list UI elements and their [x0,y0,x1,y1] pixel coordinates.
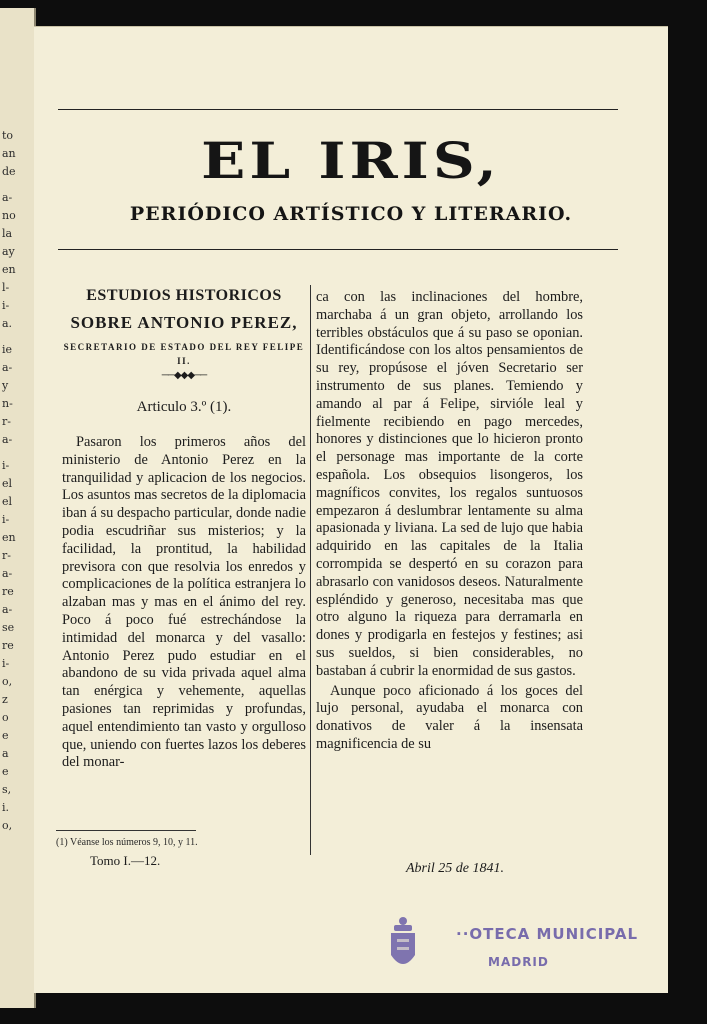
adjacent-page-fragment: de [2,165,16,178]
adjacent-page-fragment: o, [2,675,13,688]
body-paragraph: Aunque poco aficionado á los goces del lujo personal, ayudaba el monarca con donativos de valer á la insensata magnificencia de su [316,682,583,752]
body-paragraph: Pasaron los primeros años del ministerio de Antonio Perez en la tranquilidad y aplicacion de los negocios. Los asuntos mas secretos de la diplomacia iban á su despacho particular, donde nadie podia escudriñar sus misterios; y la facilidad, la prontitud, la habilidad previsora con que resolvia los enredos y complicaciones de la política estranjera lo alzaban mas y mas en el ánimo del rey. Poco á poco fué estrechándose la intimidad del monarca y del vasallo: Antonio Perez pudo estudiar en el abandono de su vida privada aquel alma tan enérgica y vehemente, aquellas pasiones tan reprimidas y profundas, aquel entendimiento tan vasto y orgulloso que, uniendo con fuertes lazos los deberes del monar- [62,434,306,771]
column-right [316,289,583,754]
adjacent-page-fragment: a. [2,317,13,330]
library-crest-icon [386,915,420,975]
adjacent-page-fragment: i- [2,299,10,312]
adjacent-page-fragment: an [2,147,16,160]
adjacent-page-fragment: a [2,747,9,760]
adjacent-page-fragment: ie [2,343,13,356]
top-rule [58,109,618,110]
adjacent-page-fragment: a- [2,433,13,446]
column-separator [310,285,311,855]
adjacent-page-fragment: o [2,711,9,724]
adjacent-page-fragment: i- [2,459,10,472]
adjacent-page-fragment: el [2,477,13,490]
adjacent-page-fragment: a- [2,567,13,580]
column-left [62,287,306,772]
adjacent-page-fragment: r- [2,549,11,562]
adjacent-page-fragment: re [2,639,14,652]
article-title: SOBRE ANTONIO PEREZ, [70,313,298,332]
adjacent-page-fragment: el [2,495,13,508]
adjacent-page-fragment: a- [2,603,13,616]
footnote-rule [56,830,196,831]
adjacent-page-fragment: la [2,227,13,240]
adjacent-page-fragment: z [2,693,8,706]
body-paragraph: ca con las inclinaciones del hombre, marchaba á un gran objeto, arrollando los terribles obstáculos que á su paso se oponian. Identificándose con los altos pensamientos de su rey, propúsose el jóven Secretario ser instrumento de sus planes. Temiendo y amando al par á Felipe, sirvióle leal y fielmente recibiendo en pago mercedes, honores y distinciones que lo hicieron pronto el personage mas importante de la corte española. Los obsequios lisongeros, los magníficos convites, los regalos suntuosos empezaron á deslumbrar lentamente su alma apasionada y liviana. La sed de lujo que habia adquirido en las capitales de la Italia corrompida se despertó en su corazon para abrasarlo con vanidosos deseos. Naturalmente espléndido y generoso, necesitaba mas que otro alguno la riqueza para derramarla en dones y prodigarla en festejos y festines; asi sus sueldos, si bien considerables, no bastaban á cubrir la enormidad de sus gastos. [316,289,583,679]
adjacent-page-fragment: y [2,379,9,392]
adjacent-page-fragment: ay [2,245,15,258]
volume-number: Tomo I.—12. [90,853,161,868]
adjacent-page-fragment: r- [2,415,11,428]
adjacent-page-fragment: o, [2,819,13,832]
article-number: Articulo 3.º (1). [136,399,232,415]
adjacent-page-fragment: i- [2,513,10,526]
adjacent-page-fragment: to [2,129,14,142]
adjacent-page-fragment: l- [2,281,10,294]
adjacent-page-fragment: re [2,585,14,598]
adjacent-page-fragment: a- [2,361,13,374]
library-stamp-text: ··OTECA MUNICIPAL [456,925,639,943]
masthead-bottom-rule [58,249,618,250]
adjacent-page-fragment: en [2,531,16,544]
adjacent-page-fragment: en [2,263,16,276]
adjacent-page-fragment: se [2,621,15,634]
adjacent-page-fragment: s, [2,783,12,796]
footnote: (1) Véanse los números 9, 10, y 11. [56,837,198,848]
masthead-title: EL IRIS, [201,132,501,190]
issue-date: Abril 25 de 1841. [406,861,504,876]
adjacent-page-fragment: i. [2,801,10,814]
adjacent-page-fragment: a- [2,191,13,204]
newspaper-page [34,26,668,993]
adjacent-page-fragment: e [2,729,9,742]
library-stamp-city: MADRID [488,955,549,969]
adjacent-page-fragment: e [2,765,9,778]
masthead-subtitle: PERIÓDICO ARTÍSTICO Y LITERARIO. [129,203,573,225]
section-heading: ESTUDIOS HISTORICOS [86,287,282,304]
article-subtitle: SECRETARIO DE ESTADO DEL REY FELIPE II. [63,342,305,366]
adjacent-page-fragment: i- [2,657,10,670]
adjacent-page-edge [0,8,36,1008]
ornament-divider: ──◆◆◆── [161,370,207,381]
adjacent-page-fragment: no [2,209,16,222]
adjacent-page-fragment: n- [2,397,13,410]
